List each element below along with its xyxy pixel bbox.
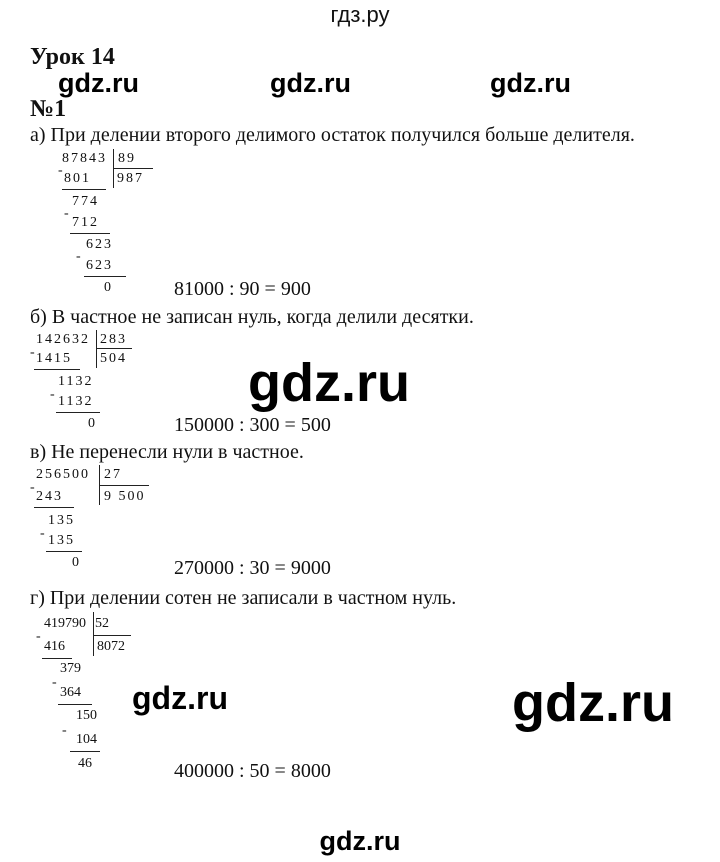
step: 623 (86, 258, 113, 273)
watermark: gdz.ru (270, 68, 351, 98)
divisor-underline (113, 168, 153, 169)
minus-sign: - (62, 723, 67, 738)
quotient: 987 (117, 171, 144, 186)
divisor-underline (96, 348, 132, 349)
section-g-text: г) При делении сотен не записали в частном нуль. (30, 587, 457, 609)
step-underline (70, 233, 110, 234)
section-a-equation: 81000 : 90 = 900 (174, 278, 311, 300)
dividend: 256500 (36, 467, 90, 482)
section-v-equation: 270000 : 30 = 9000 (174, 557, 331, 579)
step: 150 (76, 708, 97, 723)
step-underline (34, 369, 80, 370)
step: 364 (60, 685, 81, 700)
divisor-underline (99, 485, 149, 486)
minus-sign: - (50, 387, 55, 402)
step-underline (42, 658, 72, 659)
step: 46 (78, 756, 92, 771)
section-g-equation: 400000 : 50 = 8000 (174, 760, 331, 782)
divisor-underline (93, 635, 131, 636)
lesson-title: Урок 14 (30, 44, 115, 70)
site-header: гдз.ру (330, 2, 390, 27)
quotient: 504 (100, 351, 127, 366)
watermark: gdz.ru (319, 826, 401, 856)
step: 1415 (36, 351, 72, 366)
watermark: gdz.ru (490, 68, 571, 98)
watermark: gdz.ru (58, 68, 139, 98)
minus-sign: - (64, 206, 69, 221)
divisor: 89 (118, 151, 136, 166)
minus-sign: - (76, 249, 81, 264)
minus-sign: - (40, 526, 45, 541)
step: 712 (72, 215, 99, 230)
section-a-text: а) При делении второго делимого остаток получился больше делителя. (30, 124, 635, 146)
step: 774 (72, 194, 99, 209)
step: 104 (76, 732, 97, 747)
minus-sign: - (58, 163, 63, 178)
task-number: №1 (30, 96, 67, 122)
step-underline (62, 189, 106, 190)
step-underline (34, 507, 74, 508)
step-underline (58, 704, 92, 705)
section-b-equation: 150000 : 300 = 500 (174, 414, 331, 436)
step: 416 (44, 639, 65, 654)
step: 801 (64, 171, 91, 186)
step: 1132 (58, 374, 94, 389)
divisor: 283 (100, 332, 127, 347)
section-v-text: в) Не перенесли нули в частное. (30, 441, 304, 463)
dividend: 142632 (36, 332, 90, 347)
step: 0 (104, 280, 113, 295)
minus-sign: - (30, 345, 35, 360)
step: 243 (36, 489, 63, 504)
step-underline (56, 412, 100, 413)
quotient: 9 500 (104, 489, 146, 504)
dividend: 419790 (44, 616, 86, 631)
division-bar (96, 330, 97, 368)
step: 0 (72, 555, 81, 570)
watermark: gdz.ru (132, 680, 228, 716)
divisor: 27 (104, 467, 122, 482)
minus-sign: - (52, 675, 57, 690)
dividend: 87843 (62, 151, 107, 166)
step-underline (84, 276, 126, 277)
step-underline (46, 551, 82, 552)
step: 379 (60, 661, 81, 676)
watermark: gdz.ru (248, 353, 410, 413)
division-bar (93, 612, 94, 656)
step: 135 (48, 533, 75, 548)
divisor: 52 (95, 616, 109, 631)
quotient: 8072 (97, 639, 125, 654)
step: 135 (48, 513, 75, 528)
step: 1132 (58, 394, 94, 409)
step-underline (70, 751, 100, 752)
minus-sign: - (36, 629, 41, 644)
section-b-text: б) В частное не записан нуль, когда делили десятки. (30, 306, 474, 328)
watermark: gdz.ru (512, 673, 674, 733)
step: 623 (86, 237, 113, 252)
minus-sign: - (30, 480, 35, 495)
step: 0 (88, 416, 97, 431)
